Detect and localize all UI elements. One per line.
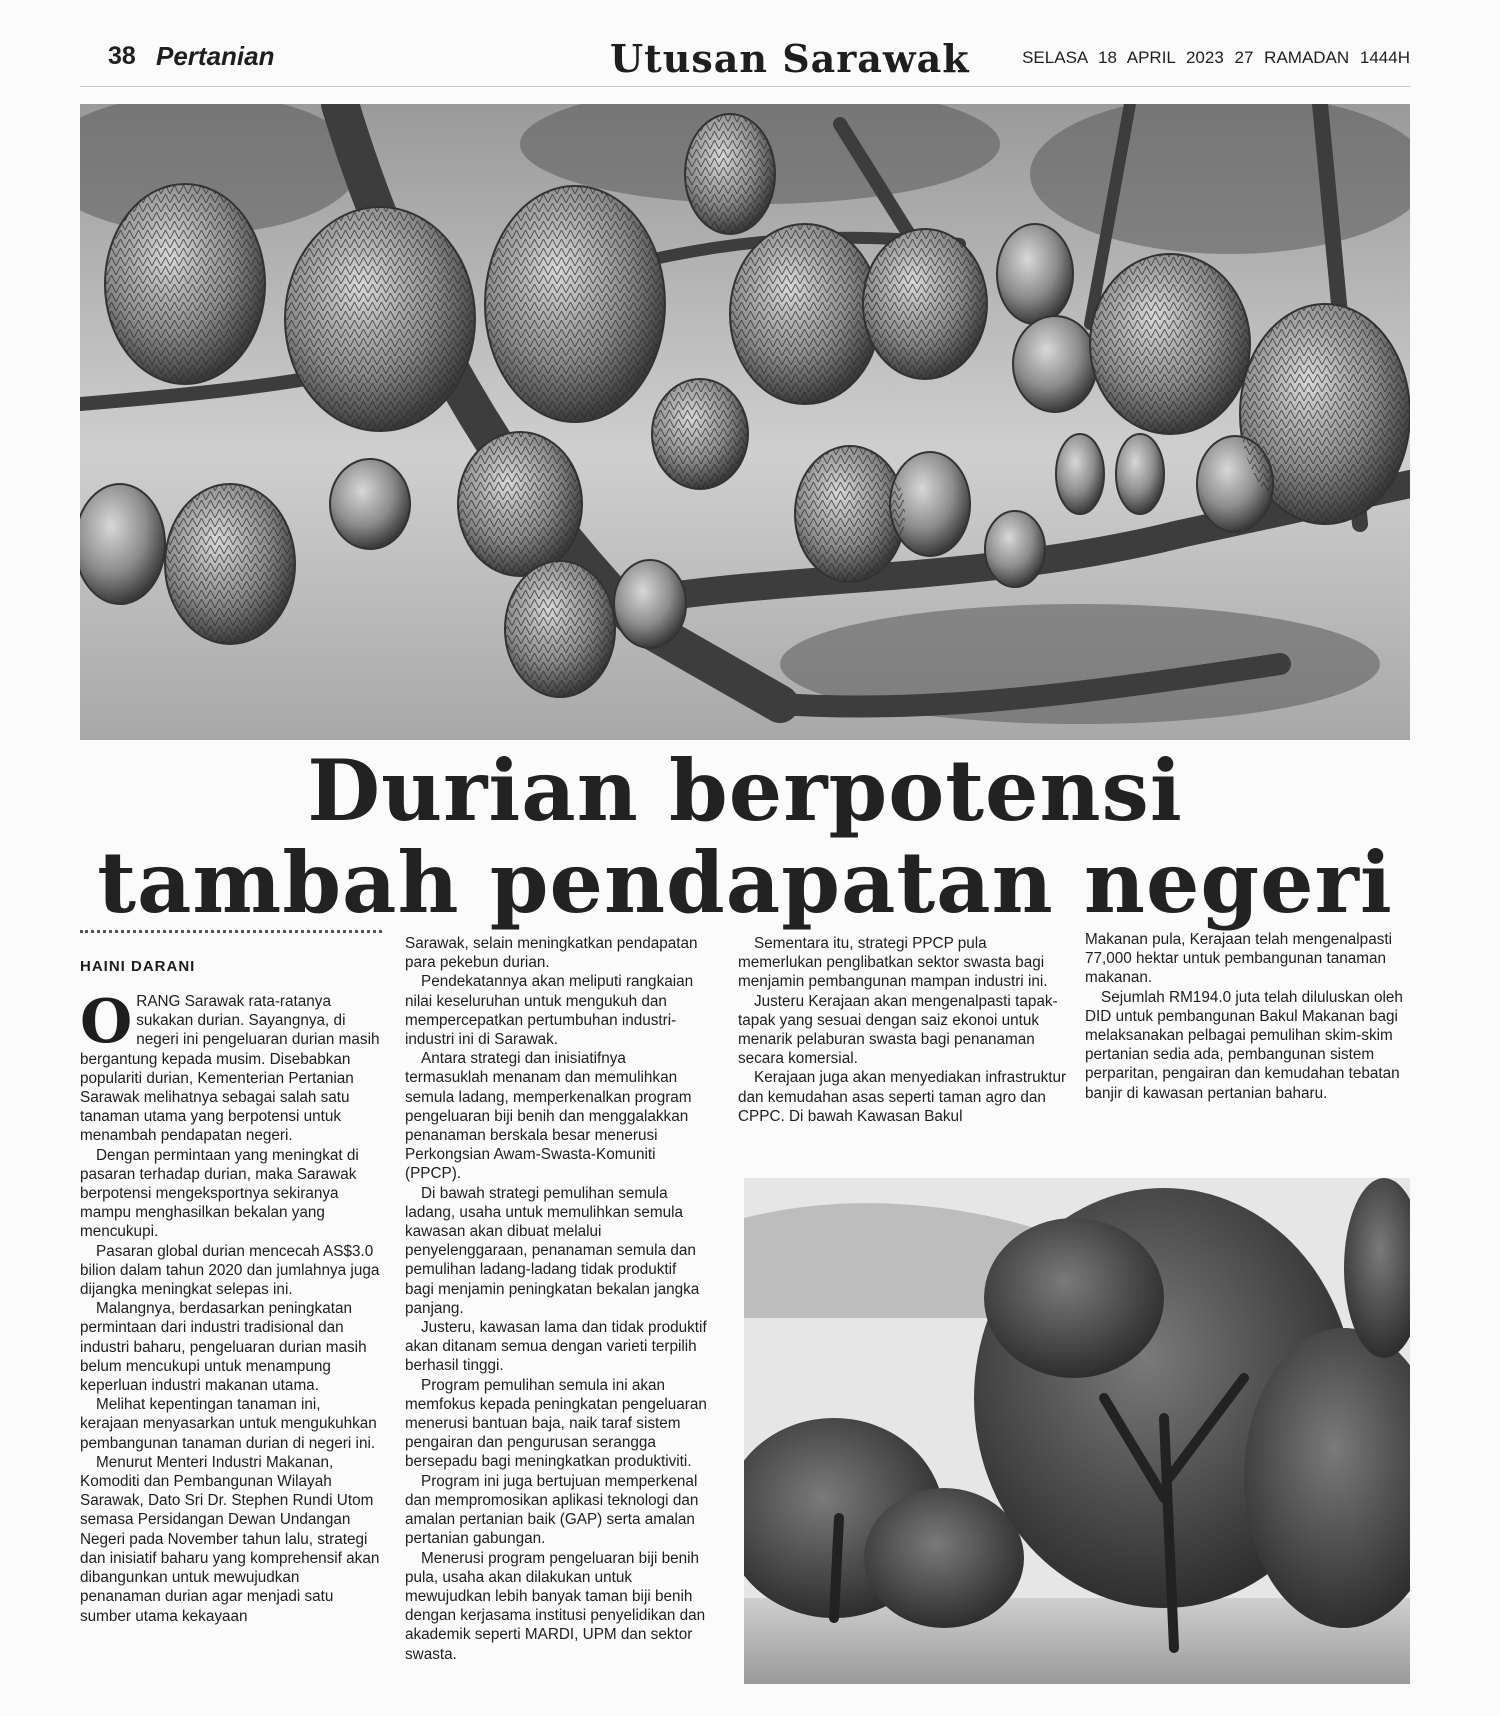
headline-line-1: Durian berpotensi: [307, 741, 1183, 840]
byline: HAINI DARANI: [80, 958, 196, 975]
paragraph: Pasaran global durian mencecah AS$3.0 bilion dalam tahun 2020 dan jumlahnya juga dijangka meningkat selepas ini.: [80, 1242, 380, 1299]
paragraph: Kerajaan juga akan menyediakan infrastruktur dan kemudahan asas seperti taman agro dan CPPC. Di bawah Kawasan Bakul: [738, 1069, 1067, 1125]
headline-line-2: tambah pendapatan negeri: [97, 833, 1393, 932]
article-column-4: [1085, 930, 1410, 1103]
paragraph: Program pemulihan semula ini akan memfokus kepada peningkatan pengeluaran menerusi bantuan baja, naik taraf sistem pengairan dan pengurusan serangga bersepadu bagi meningkatkan produktiviti.: [405, 1376, 707, 1471]
paragraph: Justeru Kerajaan akan mengenalpasti tapak-tapak yang sesuai dengan saiz ekonoi untuk menarik pelaburan swasta bagi penanaman secara komersial.: [738, 992, 1058, 1068]
hijri-date: 27 RAMADAN 1444H: [1234, 48, 1410, 67]
paragraph: Makanan pula, Kerajaan telah mengenalpasti 77,000 hektar untuk pembangunan tanaman makanan.: [1085, 931, 1392, 987]
paragraph: Pendekatannya akan meliputi rangkaian nilai keseluruhan untuk mengukuh dan mempercepatkan pertumbuhan industri-industri ini di Sarawak.: [405, 973, 694, 1049]
paragraph: Menerusi program pengeluaran biji benih pula, usaha akan dilakukan untuk mewujudkan lebih banyak taman biji benih dengan kerjasama institusi penyelidikan dan akademik seperti MARDI, UPM dan sektor swasta.: [405, 1549, 706, 1663]
durian-fruits-photo: [80, 104, 1410, 740]
paragraph: Menurut Menteri Industri Makanan, Komoditi dan Pembangunan Wilayah Sarawak, Dato Sri Dr. Stephen Rundi Utom semasa Persidangan Dewan Undangan Negeri pada November tahun lalu, strategi dan inisiatif baharu yang komprehensif akan dibangunkan untuk mewujudkan penanaman durian agar menjadi satu sumber utama kekayaan: [80, 1453, 380, 1625]
section-name: Pertanian: [156, 41, 275, 71]
paragraph: Sejumlah RM194.0 juta telah diluluskan oleh DID untuk pembangunan Bakul Makanan bagi melaksanakan pelbagai pemulihan skim-skim pertanian sedia ada, pembangunan sistem perparitan, pengairan dan kemudahan tebatan banjir di kawasan pertanian baharu.: [1085, 988, 1403, 1102]
durian-tree-photo: [744, 1178, 1410, 1684]
article-column-3: [738, 934, 1068, 1126]
paragraph: Malangnya, berdasarkan peningkatan permintaan dari industri tradisional dan industri baharu, pengeluaran durian masih belum mencukupi untuk menampung keperluan industri makanan utama.: [80, 1300, 367, 1395]
article-column-1: [80, 987, 382, 1626]
byline-divider: [80, 930, 382, 933]
headline: [80, 741, 1410, 932]
paragraph: Di bawah strategi pemulihan semula ladang, usaha untuk memulihkan semula kawasan akan dibuat melalui penyelenggaraan, penanaman semula dan pemulihan ladang-ladang tidak produktif bagi menjamin peningkatan bekalan jangka panjang.: [405, 1184, 700, 1317]
paragraph: Dengan permintaan yang meningkat di pasaran terhadap durian, maka Sarawak berpotensi mengeksportnya sekiranya mampu menghasilkan bekalan yang mencukupi.: [80, 1146, 359, 1241]
masthead: Utusan Sarawak: [610, 36, 970, 81]
date: 18 APRIL 2023: [1098, 48, 1224, 67]
dateline: [1022, 48, 1410, 68]
paragraph: RANG Sarawak rata-ratanya sukakan durian. Sayangnya, di negeri ini pengeluaran durian masih bergantung kepada musim. Disebabkan populariti durian, Kementerian Pertanian Sarawak melihatnya sebagai salah satu tanaman utama yang berpotensi untuk menambah pendapatan negeri.: [80, 993, 380, 1145]
paragraph: Sementara itu, strategi PPCP pula memerlukan penglibatkan sektor swasta bagi menjamin pembangunan mampan industri ini.: [738, 935, 1048, 991]
paragraph: Melihat kepentingan tanaman ini, kerajaan menyasarkan untuk mengukuhkan pembangunan tanaman durian di negeri ini.: [80, 1396, 377, 1452]
page-header: [80, 34, 1410, 87]
article-column-2: [405, 934, 707, 1664]
paragraph: Justeru, kawasan lama dan tidak produktif akan ditanam semua dengan varieti terpilih berhasil tinggi.: [405, 1319, 707, 1375]
paragraph: Sarawak, selain meningkatkan pendapatan para pekebun durian.: [405, 935, 698, 972]
page-number: 38: [108, 42, 136, 70]
paragraph: Program ini juga bertujuan memperkenal dan mempromosikan aplikasi teknologi dan amalan pertanian baik (GAP) serta amalan pertanian gabungan.: [405, 1472, 699, 1548]
drop-cap: O: [80, 987, 133, 1057]
day: SELASA: [1022, 48, 1088, 67]
paragraph: Antara strategi dan inisiatifnya termasuklah menanam dan memulihkan semula ladang, memperkenalkan program pengeluaran biji benih dan menggalakkan penanaman berskala besar menerusi Perkongsian Awam-Swasta-Komuniti (PPCP).: [405, 1050, 692, 1183]
